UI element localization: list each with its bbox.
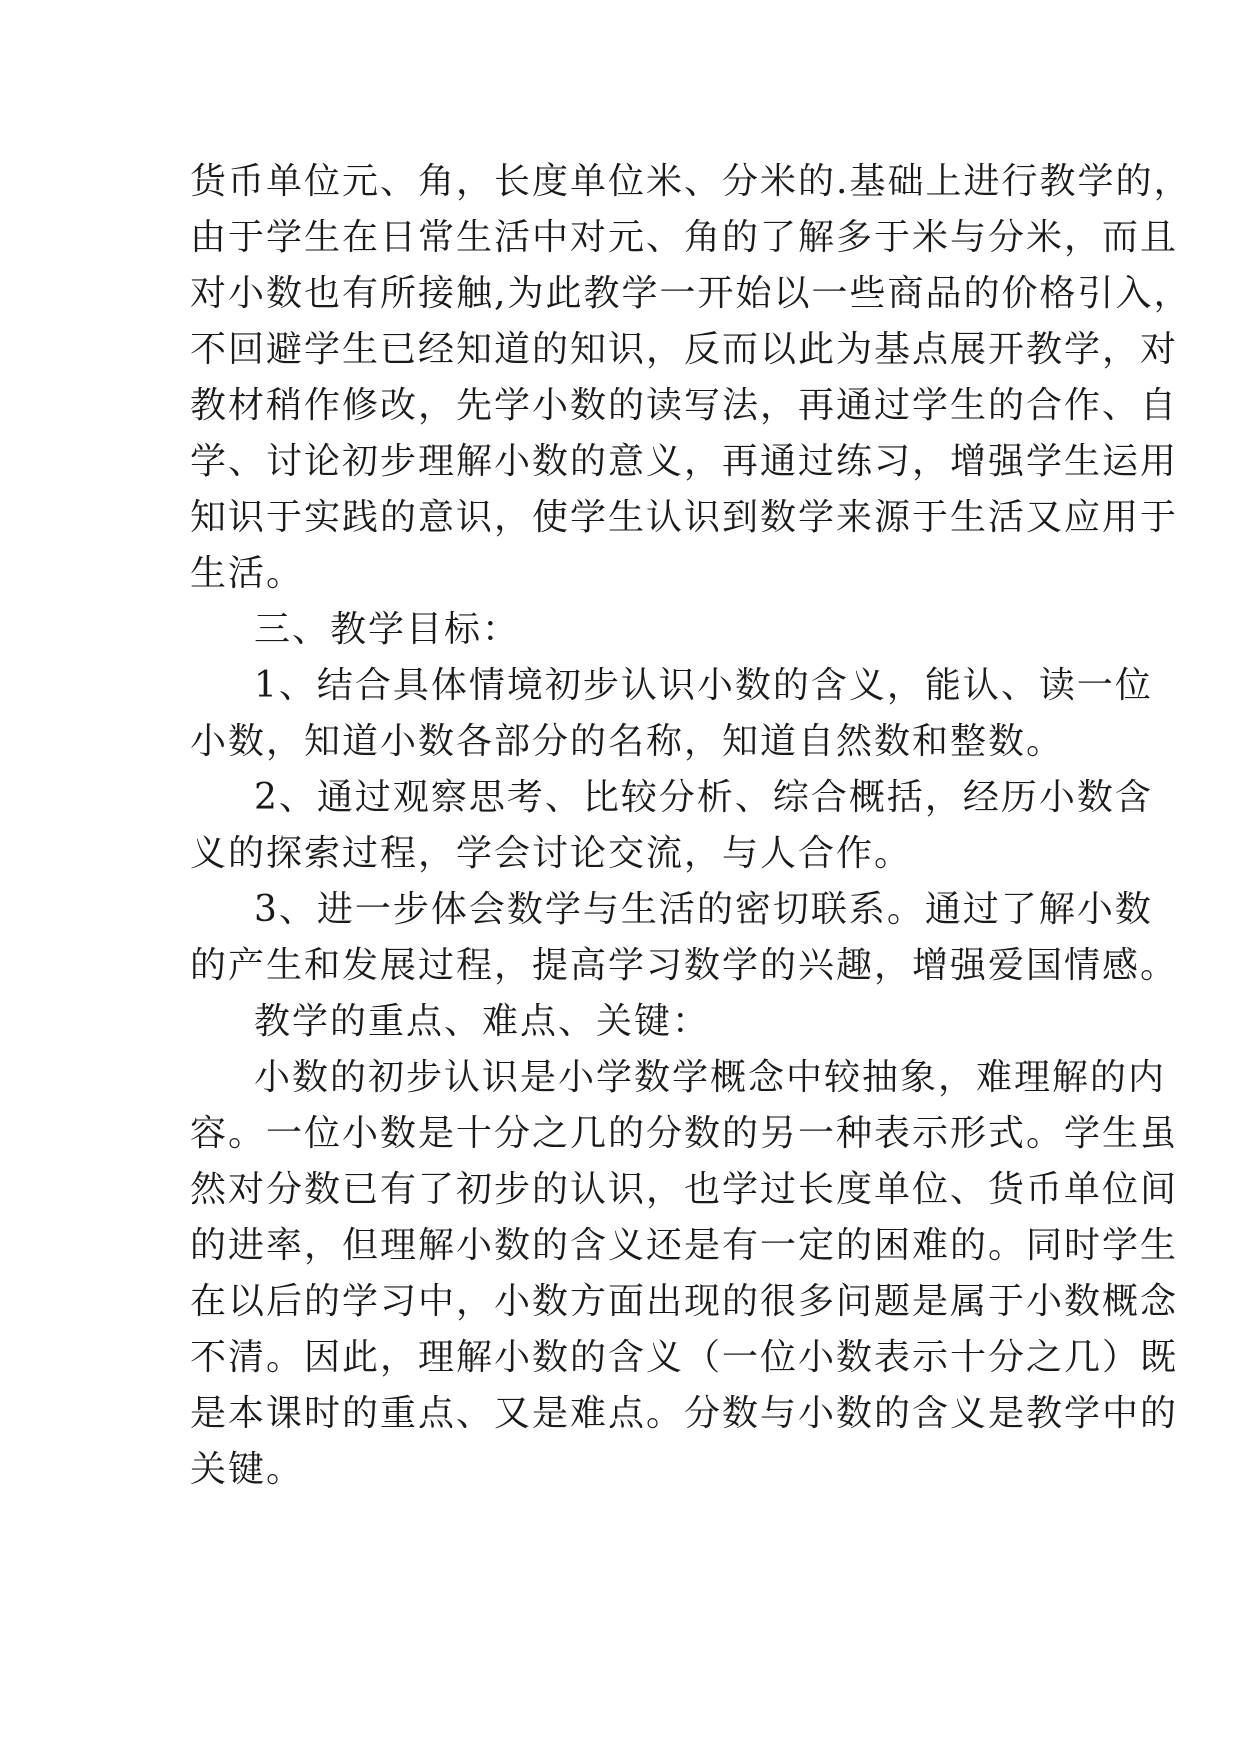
text-line: 3、进一步体会数学与生活的密切联系。通过了解小数	[254, 889, 1153, 930]
text-line: 小数，知道小数各部分的名称，知道自然数和整数。	[190, 721, 1065, 762]
text-line: 的产生和发展过程，提高学习数学的兴趣，增强爱国情感。	[190, 945, 1179, 986]
text-line: 小数的初步认识是小学数学概念中较抽象，难理解的内	[254, 1057, 1167, 1098]
text-line: 生活。	[190, 553, 305, 594]
text-line: 对小数也有所接触,为此教学一开始以一些商品的价格引入，	[190, 273, 1192, 314]
section-heading: 教学的重点、难点、关键：	[254, 1001, 711, 1042]
text-line: 容。一位小数是十分之几的分数的另一种表示形式。学生虽	[190, 1113, 1179, 1154]
text-line: 货币单位元、角，长度单位米、分米的.基础上进行教学的，	[190, 161, 1192, 202]
text-line: 知识于实践的意识，使学生认识到数学来源于生活又应用于	[190, 497, 1179, 538]
text-line: 1、结合具体情境初步认识小数的含义，能认、读一位	[254, 665, 1153, 706]
text-line: 学、讨论初步理解小数的意义，再通过练习，增强学生运用	[190, 441, 1179, 482]
text-line: 教材稍作修改，先学小数的读写法，再通过学生的合作、自	[190, 385, 1179, 426]
text-line: 由于学生在日常生活中对元、角的了解多于米与分米，而且	[190, 217, 1179, 258]
text-line: 义的探索过程，学会讨论交流，与人合作。	[190, 833, 913, 874]
text-line: 是本课时的重点、又是难点。分数与小数的含义是教学中的	[190, 1393, 1179, 1434]
text-line: 2、通过观察思考、比较分析、综合概括，经历小数含	[254, 777, 1153, 818]
text-line: 关键。	[190, 1449, 305, 1490]
text-line: 在以后的学习中，小数方面出现的很多问题是属于小数概念	[190, 1281, 1179, 1322]
text-line: 的进率，但理解小数的含义还是有一定的困难的。同时学生	[190, 1225, 1179, 1266]
section-heading: 三、教学目标：	[254, 609, 521, 650]
text-line: 然对分数已有了初步的认识，也学过长度单位、货币单位间	[190, 1169, 1179, 1210]
text-line: 不清。因此，理解小数的含义（一位小数表示十分之几）既	[190, 1337, 1179, 1378]
text-line: 不回避学生已经知道的知识，反而以此为基点展开教学，对	[190, 329, 1179, 370]
